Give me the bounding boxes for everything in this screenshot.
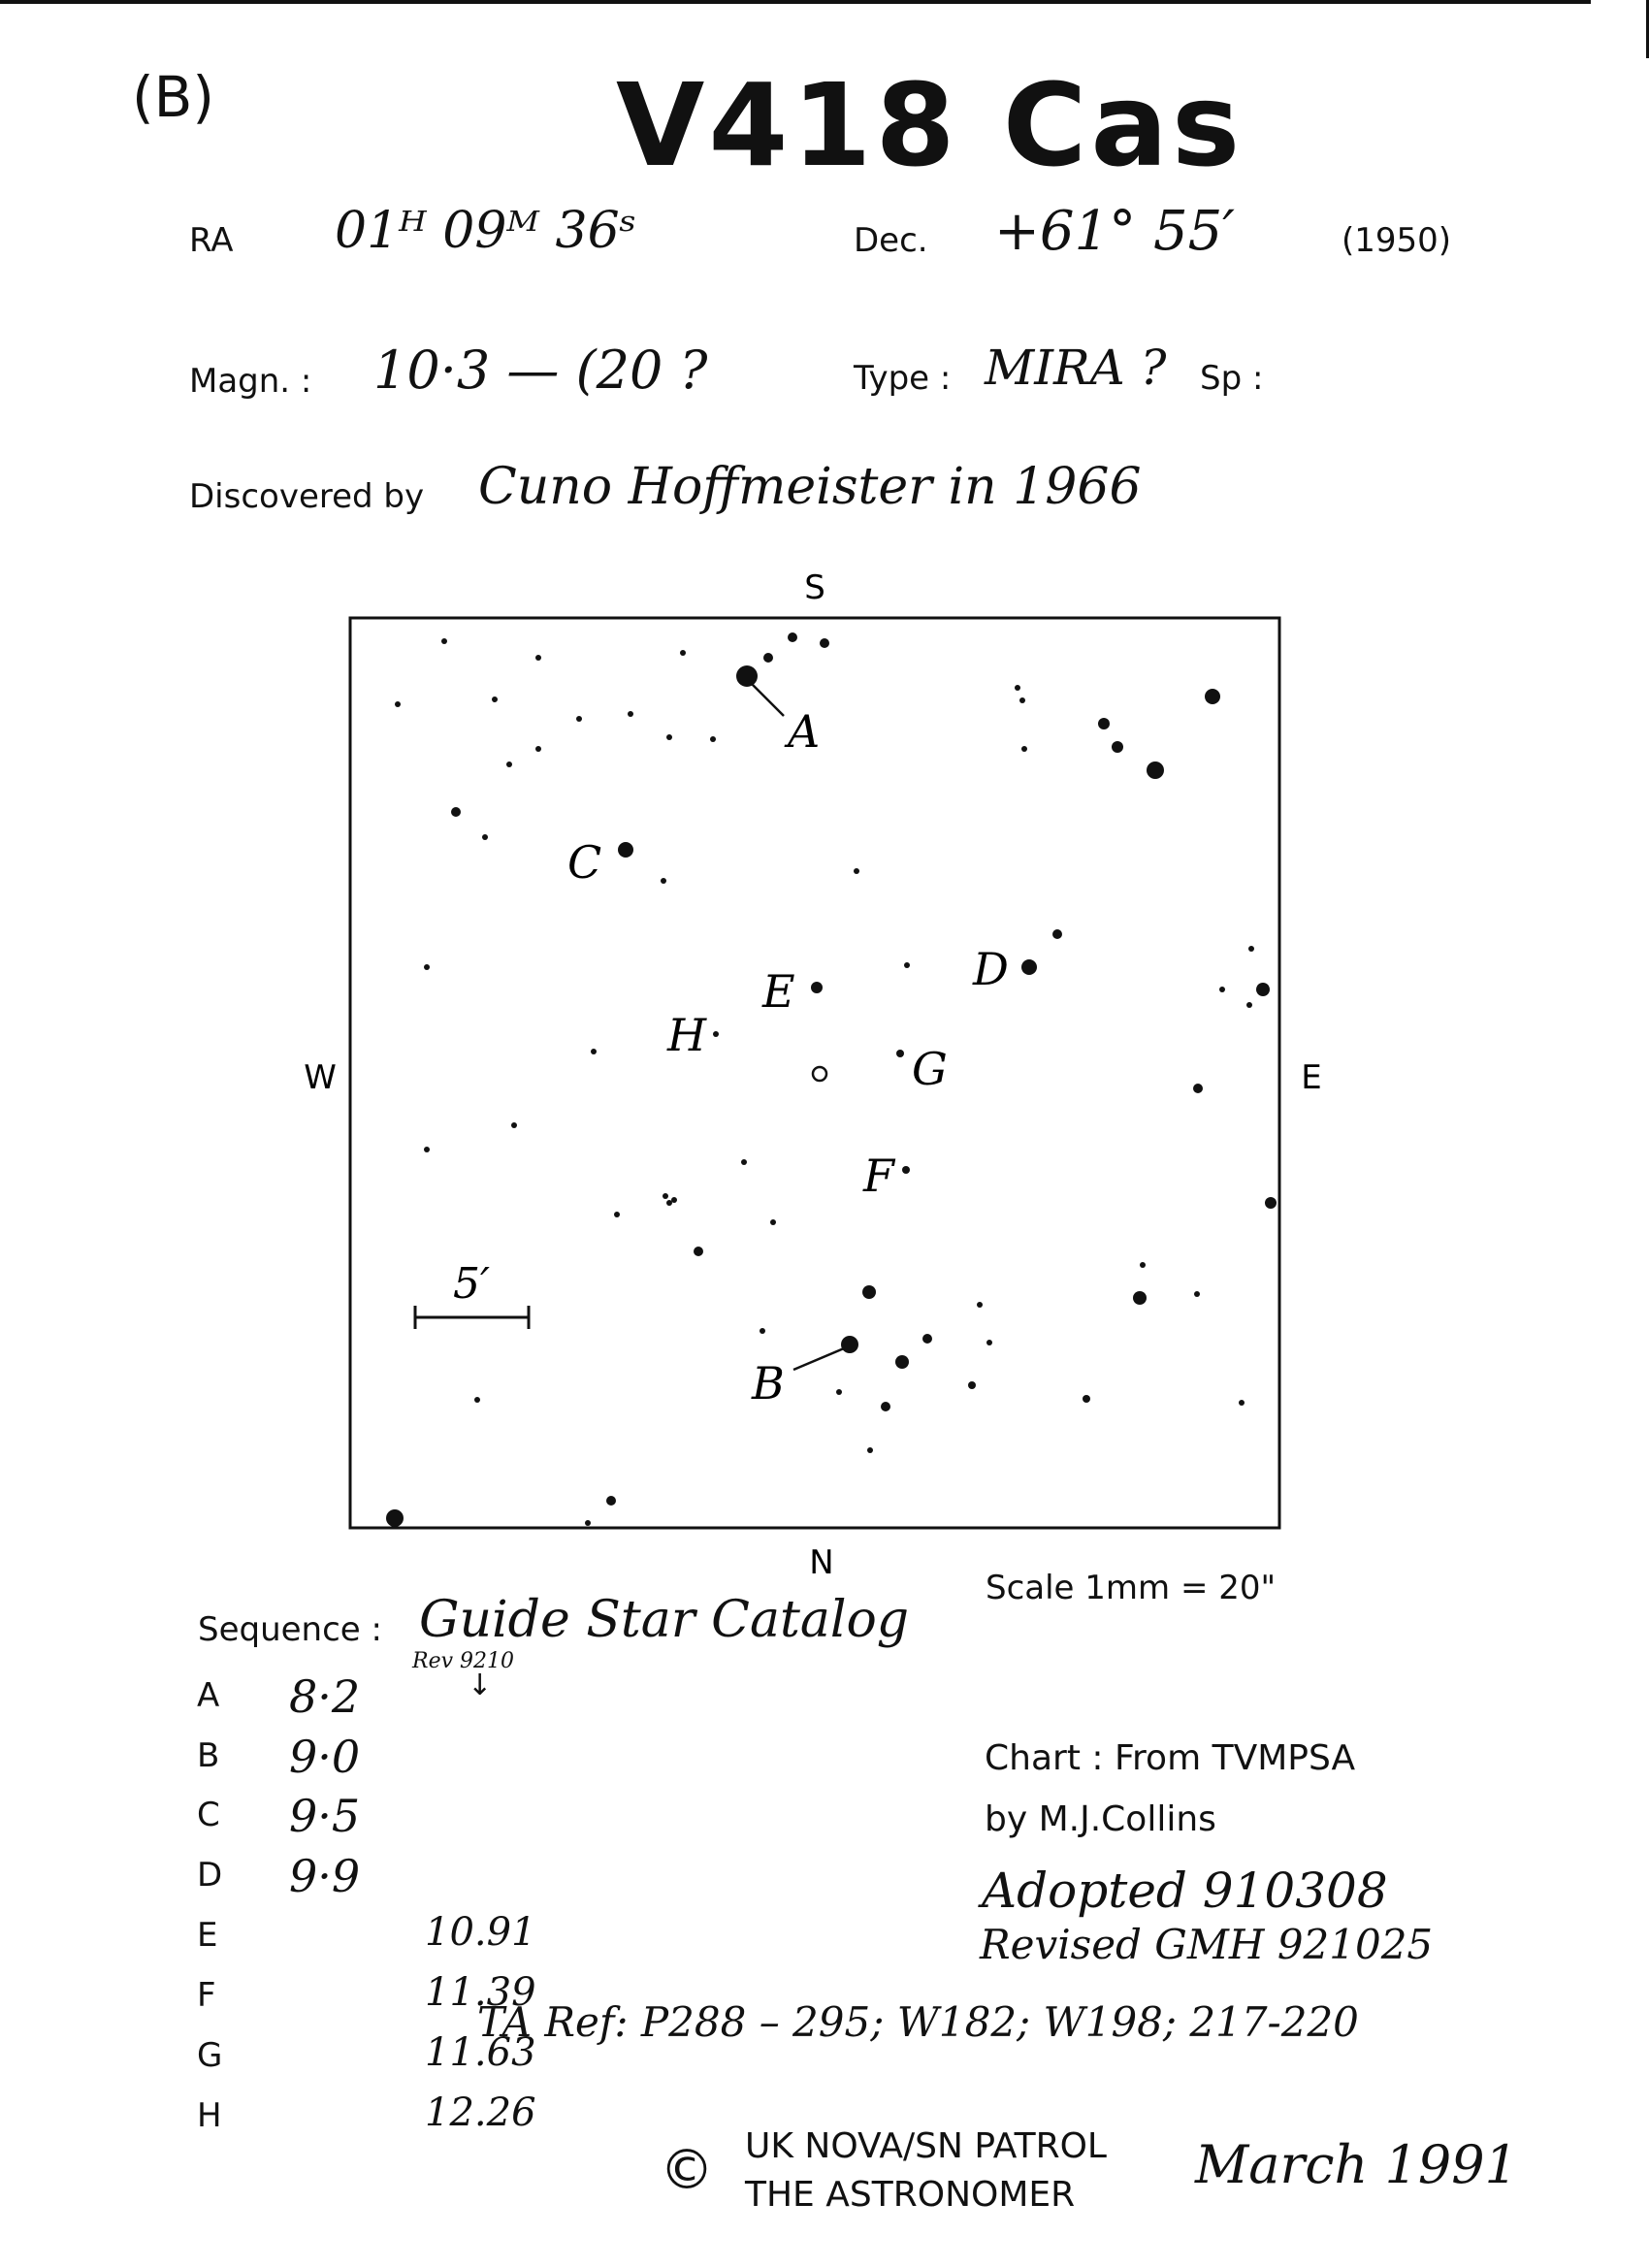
- field-star: [1205, 689, 1220, 704]
- dec-value: +61° 55′: [994, 200, 1235, 263]
- field-star: [896, 1050, 904, 1057]
- field-star: [535, 655, 541, 661]
- field-star: [713, 1031, 719, 1037]
- sequence-star-magnitude: 9·9: [289, 1850, 361, 1902]
- field-star: [614, 1212, 620, 1217]
- field-star: [1015, 685, 1020, 691]
- field-star: [1133, 1291, 1147, 1305]
- compass-south: S: [804, 568, 825, 607]
- field-star: [424, 1147, 430, 1152]
- sequence-star-magnitude: 9·5: [289, 1790, 361, 1842]
- field-star: [694, 1247, 703, 1256]
- field-star: [451, 807, 461, 817]
- sequence-star-letter: E: [197, 1916, 218, 1955]
- field-star: [820, 638, 829, 648]
- field-star: [606, 1496, 616, 1506]
- organization-line-1: UK NOVA/SN PATROL: [745, 2126, 1107, 2166]
- field-star: [895, 1355, 909, 1369]
- sequence-star-magnitude: 10.91: [425, 1910, 536, 1955]
- field-star: [1248, 946, 1254, 952]
- field-star: [760, 1328, 765, 1334]
- chart-author: by M.J.Collins: [985, 1799, 1216, 1839]
- field-star: [618, 842, 633, 858]
- field-star: [788, 632, 797, 642]
- sequence-revision: Rev 9210: [412, 1649, 514, 1673]
- ra-value: 01ᴴ 09ᴹ 36ˢ: [335, 202, 637, 260]
- discoverer-value: Cuno Hoffmeister in 1966: [478, 458, 1142, 516]
- revision-arrow-icon: ↓: [468, 1669, 493, 1702]
- field-star: [1193, 1084, 1203, 1093]
- field-star: [836, 1389, 842, 1395]
- field-star: [661, 878, 666, 884]
- field-star: [1021, 959, 1037, 975]
- sequence-star-letter: C: [197, 1796, 220, 1834]
- field-star: [1021, 746, 1027, 752]
- field-star: [904, 962, 910, 968]
- sequence-star-letter: H: [197, 2096, 222, 2135]
- field-star: [977, 1302, 983, 1308]
- field-star: [710, 736, 716, 742]
- compass-east: E: [1301, 1058, 1322, 1097]
- field-star: [1265, 1197, 1277, 1209]
- sequence-source: Guide Star Catalog: [419, 1591, 910, 1649]
- field-star: [680, 650, 686, 656]
- dec-label: Dec.: [854, 221, 928, 260]
- compass-west: W: [304, 1058, 337, 1097]
- star-label-a: A: [788, 705, 821, 758]
- field-star: [1219, 987, 1225, 992]
- star-field: [386, 632, 1277, 1527]
- field-star: [535, 746, 541, 752]
- field-star: [492, 697, 498, 702]
- field-star: [585, 1520, 591, 1526]
- field-star: [1147, 761, 1164, 779]
- field-star: [441, 638, 447, 644]
- sequence-row: [197, 1670, 604, 1731]
- field-star: [1098, 718, 1110, 729]
- field-star: [862, 1285, 876, 1299]
- sequence-star-letter: G: [197, 2036, 223, 2075]
- field-star: [1083, 1395, 1090, 1403]
- compass-north: N: [809, 1543, 834, 1582]
- sequence-row: [197, 2090, 604, 2151]
- field-star: [922, 1334, 932, 1344]
- magnitude-range: 10·3 — (20 ?: [373, 340, 708, 401]
- field-star: [841, 1336, 858, 1353]
- field-star: [986, 1340, 992, 1345]
- type-value: MIRA ?: [985, 340, 1167, 396]
- star-label-b: B: [752, 1357, 785, 1409]
- page-title: V418 Cas: [616, 58, 1245, 192]
- sequence-row: [197, 1790, 604, 1850]
- field-star: [902, 1166, 910, 1174]
- field-star: [881, 1402, 890, 1411]
- field-star: [968, 1381, 976, 1389]
- variable-star-marker: [813, 1067, 826, 1081]
- sequence-star-magnitude: 8·2: [289, 1670, 361, 1723]
- epoch-label: (1950): [1342, 221, 1452, 260]
- field-star: [424, 964, 430, 970]
- copyright-icon: ©: [660, 2139, 714, 2202]
- ta-reference: TA Ref: P288 – 295; W182; W198; 217-220: [477, 1998, 1359, 2046]
- star-label-c: C: [567, 836, 602, 889]
- field-star: [1239, 1400, 1245, 1406]
- field-star: [811, 982, 823, 993]
- chart-date: March 1991: [1195, 2134, 1518, 2195]
- star-label-g: G: [912, 1043, 948, 1095]
- field-star: [666, 734, 672, 740]
- sequence-star-magnitude: 9·0: [289, 1731, 361, 1783]
- field-star: [1019, 697, 1025, 703]
- field-star: [763, 653, 773, 663]
- field-star: [1140, 1262, 1146, 1268]
- revised-date: Revised GMH 921025: [980, 1921, 1434, 1968]
- sequence-star-magnitude: 12.26: [425, 2090, 536, 2135]
- field-star: [770, 1219, 776, 1225]
- sequence-star-magnitude: 11.63: [425, 2030, 536, 2075]
- field-star: [628, 711, 633, 717]
- field-star: [663, 1193, 668, 1199]
- field-star: [1052, 929, 1062, 939]
- chart-variant-label: (B): [132, 64, 215, 130]
- sequence-star-letter: B: [197, 1736, 220, 1775]
- field-star: [671, 1197, 677, 1203]
- scale-bar: [415, 1306, 529, 1329]
- star-label-h: H: [667, 1009, 707, 1061]
- field-star: [867, 1447, 873, 1453]
- spectrum-label: Sp :: [1200, 359, 1264, 398]
- scale-bar-label: 5′: [453, 1259, 490, 1309]
- pointer-line-a: [749, 681, 784, 716]
- adopted-date: Adopted 910308: [982, 1863, 1388, 1919]
- sequence-row: [197, 1850, 604, 1910]
- sequence-row: [197, 1910, 604, 1970]
- sequence-label: Sequence :: [198, 1610, 382, 1649]
- field-star: [474, 1397, 480, 1403]
- field-star: [506, 761, 512, 767]
- star-label-f: F: [863, 1150, 894, 1202]
- field-star: [576, 716, 582, 722]
- field-star: [741, 1159, 747, 1165]
- organization-line-2: THE ASTRONOMER: [745, 2175, 1076, 2215]
- sequence-star-letter: F: [197, 1976, 216, 2015]
- discovered-by-label: Discovered by: [189, 477, 425, 516]
- star-label-e: E: [762, 965, 795, 1018]
- chart-source: Chart : From TVMPSA: [985, 1738, 1356, 1778]
- field-star: [591, 1049, 597, 1054]
- field-star: [736, 665, 758, 687]
- field-star: [511, 1122, 517, 1128]
- sequence-star-letter: D: [197, 1856, 223, 1895]
- field-star: [666, 1200, 672, 1206]
- field-star: [1256, 983, 1270, 996]
- pointer-line-b: [793, 1348, 844, 1370]
- field-star: [482, 834, 488, 840]
- sequence-star-letter: A: [197, 1676, 220, 1715]
- field-star: [1246, 1002, 1252, 1008]
- star-label-d: D: [973, 943, 1009, 995]
- type-label: Type :: [854, 359, 952, 398]
- field-star: [1194, 1291, 1200, 1297]
- field-star: [395, 701, 401, 707]
- sequence-row: [197, 1731, 604, 1791]
- ra-label: RA: [189, 221, 234, 260]
- scale-note: Scale 1mm = 20": [986, 1569, 1277, 1607]
- magnitude-label: Magn. :: [189, 362, 312, 401]
- field-star: [386, 1509, 404, 1527]
- field-star: [854, 868, 859, 874]
- sequence-star-magnitude: 11.39: [425, 1970, 536, 2015]
- field-star: [1112, 741, 1123, 753]
